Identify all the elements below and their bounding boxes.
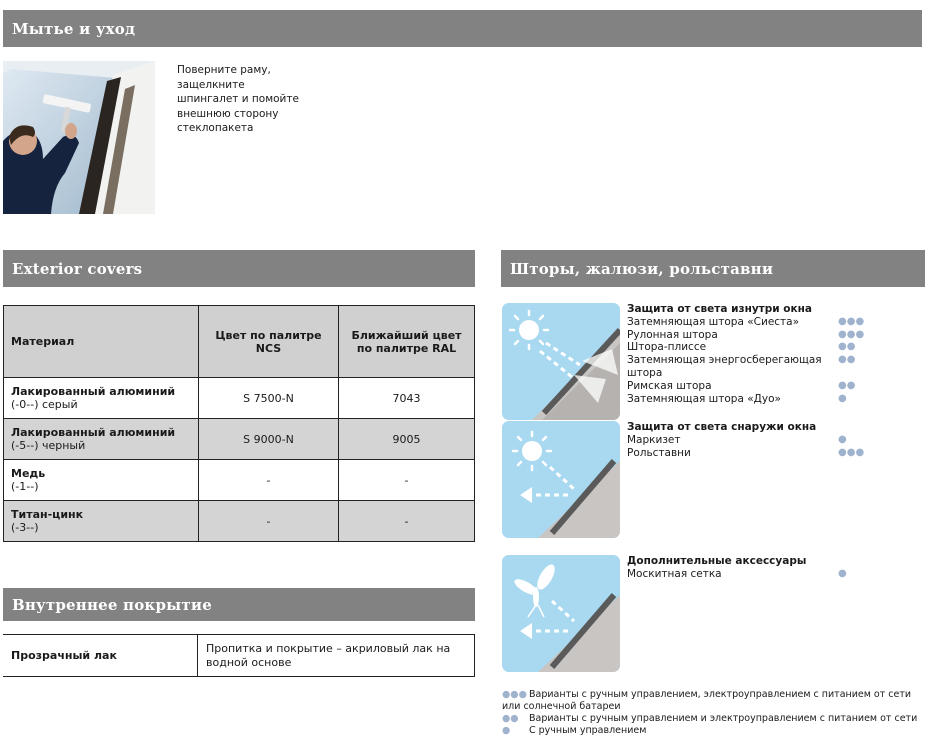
legend-text: Варианты с ручным управлением, электроуправлением с питанием от сети или солнечной батареи — [502, 689, 912, 712]
ral-value: - — [339, 460, 475, 501]
material-code: (-0--) серый — [11, 398, 78, 411]
list-item — [627, 354, 856, 380]
blind-group-exterior — [627, 421, 865, 459]
table-row — [4, 419, 475, 460]
material-cell — [4, 460, 199, 501]
list-item — [627, 328, 865, 342]
material-cell — [4, 419, 199, 460]
group-heading: Защита от света изнутри окна — [627, 303, 812, 315]
legend-dots: ●●● — [502, 689, 527, 700]
blinds-section-title: Шторы, жалюзи, рольставни — [501, 250, 925, 287]
legend-text: С ручным управлением — [529, 725, 647, 736]
header-ncs: Цвет по палитре NCS — [199, 306, 339, 378]
material-code: (-1--) — [11, 480, 39, 493]
list-item — [627, 380, 857, 393]
finish-description: Пропитка и покрытие – акриловый лак на водной основе — [198, 635, 475, 677]
blind-group-interior — [627, 303, 865, 405]
material-name: Медь — [11, 467, 46, 480]
list-item — [627, 568, 857, 581]
item-label: Затемняющая штора «Сиеста» — [627, 315, 800, 328]
ncs-value: S 9000-N — [199, 419, 339, 460]
table-header-row — [4, 306, 475, 378]
window-cleaning-photo — [3, 61, 155, 214]
item-label: Рольставни — [627, 446, 691, 459]
legend-text: Варианты с ручным управлением и электроуправлением с питанием от сети — [529, 713, 918, 724]
ral-value: 7043 — [339, 378, 475, 419]
material-code: (-5--) черный — [11, 439, 86, 452]
availability-dots: ● — [838, 392, 847, 404]
list-item — [627, 446, 865, 460]
interior-blind-illustration — [502, 303, 620, 420]
item-label: Штора-плиссе — [627, 341, 707, 354]
table-row — [3, 635, 475, 677]
header-material: Материал — [4, 306, 199, 378]
header-ral: Ближайший цвет по палитре RAL — [339, 306, 475, 378]
ral-value: 9005 — [339, 419, 475, 460]
dots-legend — [502, 689, 922, 737]
material-cell — [4, 378, 199, 419]
item-label: Затемняющая штора «Дуо» — [627, 392, 781, 405]
item-label: Затемняющая энергосберегающая штора — [627, 354, 822, 379]
legend-item — [502, 713, 922, 725]
item-label: Рулонная штора — [627, 328, 718, 341]
availability-dots: ●●● — [838, 446, 865, 458]
group-heading: Дополнительные аксессуары — [627, 555, 807, 567]
interior-finish-table — [3, 634, 475, 677]
availability-dots: ●●● — [838, 328, 865, 340]
list-item — [627, 393, 857, 406]
finish-label: Прозрачный лак — [3, 635, 198, 677]
material-code: (-3--) — [11, 521, 39, 534]
availability-dots: ●● — [838, 341, 856, 353]
legend-item — [502, 725, 922, 737]
table-row — [4, 501, 475, 542]
interior-section-title: Внутреннее покрытие — [3, 588, 475, 621]
material-name: Титан-цинк — [11, 508, 84, 521]
ncs-value: - — [199, 501, 339, 542]
list-item — [627, 341, 857, 354]
material-name: Лакированный алюминий — [11, 426, 176, 439]
legend-dots: ● — [502, 725, 511, 736]
blind-group-accessories — [627, 555, 857, 581]
legend-dots: ●● — [502, 713, 519, 724]
table-row — [4, 378, 475, 419]
list-item — [627, 434, 857, 447]
mosquito-net-illustration — [502, 555, 620, 672]
availability-dots: ● — [838, 433, 847, 445]
care-section-title: Мытье и уход — [3, 10, 922, 47]
group-heading: Защита от света снаружи окна — [627, 421, 817, 433]
table-row — [4, 460, 475, 501]
item-label: Маркизет — [627, 433, 681, 446]
ncs-value: S 7500-N — [199, 378, 339, 419]
list-item — [627, 315, 865, 329]
exterior-shutter-illustration — [502, 421, 620, 538]
exterior-section-title: Exterior covers — [3, 250, 475, 287]
exterior-materials-table — [3, 305, 475, 542]
availability-dots: ●● — [838, 354, 856, 366]
ncs-value: - — [199, 460, 339, 501]
legend-item — [502, 689, 922, 713]
availability-dots: ●●● — [838, 315, 865, 327]
availability-dots: ●● — [838, 379, 856, 391]
material-name: Лакированный алюминий — [11, 385, 176, 398]
care-instruction-text: Поверните раму, защелкните шпингалет и помойте внешнюю сторону стеклопакета — [177, 64, 299, 134]
item-label: Москитная сетка — [627, 567, 722, 580]
availability-dots: ● — [838, 567, 847, 579]
material-cell — [4, 501, 199, 542]
ral-value: - — [339, 501, 475, 542]
item-label: Римская штора — [627, 379, 712, 392]
